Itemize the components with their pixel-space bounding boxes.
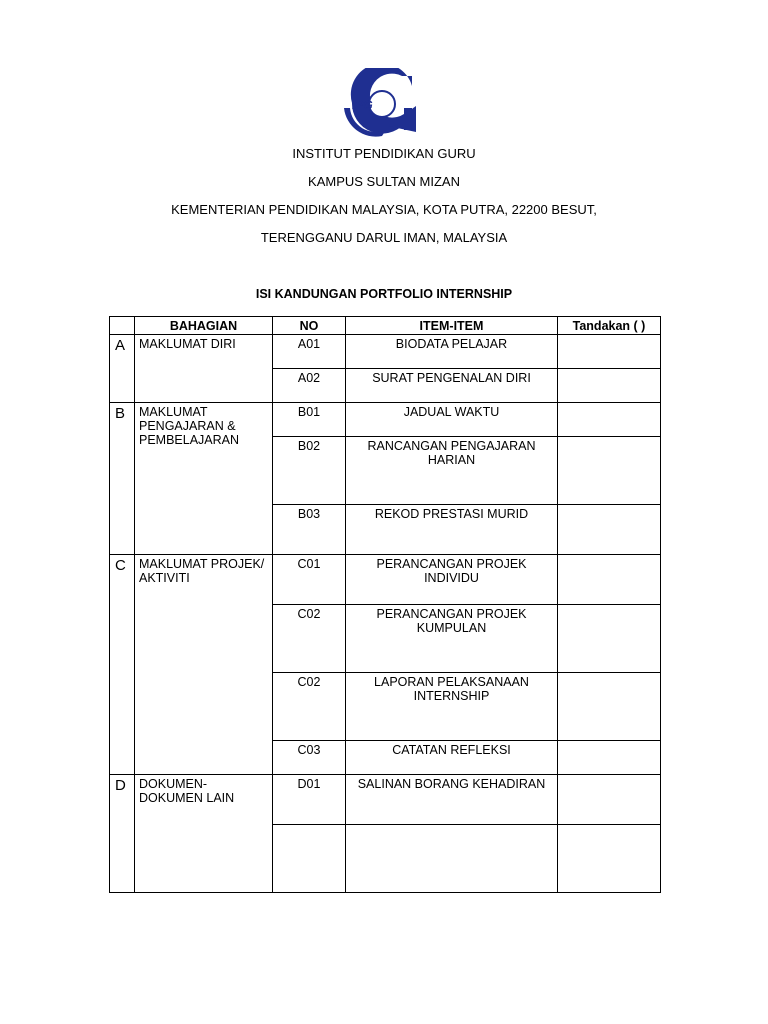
section-letter: B xyxy=(110,403,135,555)
item-name xyxy=(346,825,558,893)
checkbox-cell[interactable] xyxy=(558,605,661,673)
header-no: NO xyxy=(273,317,346,335)
item-number: C01 xyxy=(273,555,346,605)
checkbox-cell[interactable] xyxy=(558,673,661,741)
logo-text: IPG xyxy=(352,98,373,112)
ipg-logo xyxy=(342,68,418,138)
section-title: MAKLUMAT PENGAJARAN & PEMBELAJARAN xyxy=(135,403,273,555)
item-name: REKOD PRESTASI MURID xyxy=(346,505,558,555)
checkbox-cell[interactable] xyxy=(558,403,661,437)
checkbox-cell[interactable] xyxy=(558,741,661,775)
header-bahagian: BAHAGIAN xyxy=(135,317,273,335)
item-name: BIODATA PELAJAR xyxy=(346,335,558,369)
checkbox-cell[interactable] xyxy=(558,369,661,403)
section-letter: D xyxy=(110,775,135,893)
section-title: MAKLUMAT PROJEK/ AKTIVITI xyxy=(135,555,273,775)
table-row xyxy=(110,335,661,369)
checkbox-cell[interactable] xyxy=(558,505,661,555)
item-name: SALINAN BORANG KEHADIRAN xyxy=(346,775,558,825)
item-name: PERANCANGAN PROJEK INDIVIDU xyxy=(346,555,558,605)
header-item: ITEM-ITEM xyxy=(346,317,558,335)
item-name: JADUAL WAKTU xyxy=(346,403,558,437)
section-letter: A xyxy=(110,335,135,403)
state-address: TERENGGANU DARUL IMAN, MALAYSIA xyxy=(260,230,508,245)
item-name: RANCANGAN PENGAJARAN HARIAN xyxy=(346,437,558,505)
document-title: ISI KANDUNGAN PORTFOLIO INTERNSHIP xyxy=(255,287,513,301)
checkbox-cell[interactable] xyxy=(558,775,661,825)
section-letter: C xyxy=(110,555,135,775)
institute-name: INSTITUT PENDIDIKAN GURU xyxy=(292,146,476,161)
table-row xyxy=(110,775,661,825)
portfolio-table xyxy=(109,316,661,893)
table-row xyxy=(110,403,661,437)
section-title: DOKUMEN-DOKUMEN LAIN xyxy=(135,775,273,893)
empty-header-cell xyxy=(110,317,135,335)
item-number: C02 xyxy=(273,605,346,673)
checkbox-cell[interactable] xyxy=(558,555,661,605)
header-tandakan: Tandakan ( ) xyxy=(558,317,661,335)
item-number: A02 xyxy=(273,369,346,403)
table-header-row xyxy=(110,317,661,335)
checkbox-cell[interactable] xyxy=(558,825,661,893)
ministry-address: KEMENTERIAN PENDIDIKAN MALAYSIA, KOTA PUTRA, 22200 BESUT, xyxy=(171,202,597,217)
checkbox-cell[interactable] xyxy=(558,335,661,369)
item-name: SURAT PENGENALAN DIRI xyxy=(346,369,558,403)
item-number: C02 xyxy=(273,673,346,741)
section-title: MAKLUMAT DIRI xyxy=(135,335,273,403)
table-row xyxy=(110,555,661,605)
item-number: B02 xyxy=(273,437,346,505)
checkbox-cell[interactable] xyxy=(558,437,661,505)
item-number: B01 xyxy=(273,403,346,437)
item-number xyxy=(273,825,346,893)
item-name: PERANCANGAN PROJEK KUMPULAN xyxy=(346,605,558,673)
item-number: C03 xyxy=(273,741,346,775)
item-name: LAPORAN PELAKSANAAN INTERNSHIP xyxy=(346,673,558,741)
item-name: CATATAN REFLEKSI xyxy=(346,741,558,775)
item-number: A01 xyxy=(273,335,346,369)
item-number: D01 xyxy=(273,775,346,825)
campus-name: KAMPUS SULTAN MIZAN xyxy=(308,174,460,189)
item-number: B03 xyxy=(273,505,346,555)
